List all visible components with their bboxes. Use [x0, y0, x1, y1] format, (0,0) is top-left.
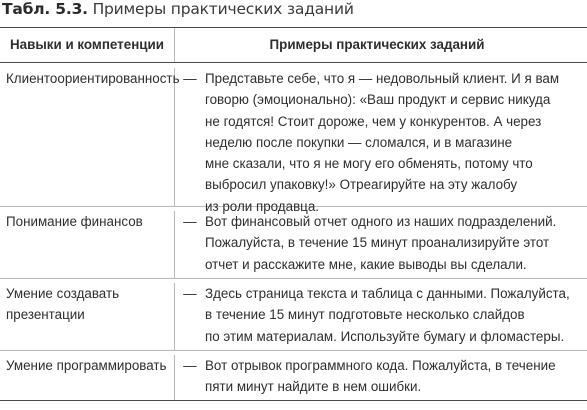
example-line: мне сказали, что я не могу его обменять, потому что — [205, 156, 533, 172]
table-caption — [2, 0, 354, 18]
example-line: отчет и расскажите мне, какие выводы вы сделали. — [205, 256, 527, 272]
example-text — [205, 283, 579, 350]
skill-label: Умение программировать — [6, 358, 167, 373]
example-line: по этим материалам. Используйте бумагу и фломастеры. — [205, 328, 565, 344]
skill-label: презентации — [6, 307, 85, 323]
example-line: не годятся! Стоит дороже, чем у конкурентов. А через — [205, 113, 542, 129]
example-line: Вот финансовый отчет одного из наших подразделений. — [205, 214, 557, 229]
dash-marker: — — [183, 286, 197, 301]
table-header-row — [0, 28, 587, 63]
table-number: Табл. 5.3. — [2, 0, 88, 18]
example-line: выбросил упаковку!» Отреагируйте на эту жалобу — [205, 177, 518, 193]
example-line: неделю после покупки — сломался, и в магазине — [205, 134, 513, 150]
example-line: Вот отрывок программного кода. Пожалуйста, в течение — [205, 358, 556, 373]
skill-cell — [0, 211, 175, 278]
skill-cell — [0, 355, 175, 400]
skill-cell — [0, 283, 175, 350]
example-text — [205, 211, 579, 278]
example-line: Пожалуйста, в течение 15 минут проанализируйте этот — [205, 235, 550, 251]
table-row — [0, 207, 587, 279]
skill-label: Умение создавать — [6, 286, 120, 301]
table-row — [0, 279, 587, 351]
example-line: Здесь страница текста и таблица с данными. Пожалуйста, — [205, 286, 570, 301]
dash-marker: — — [183, 214, 197, 229]
table-row — [0, 351, 587, 401]
dash-marker: — — [183, 71, 197, 86]
example-line: Представьте себе, что я — недовольный клиент. И я вам — [205, 71, 560, 86]
example-line: пяти минут найдите в нем ошибки. — [205, 379, 422, 395]
example-cell — [175, 211, 587, 278]
example-cell — [175, 68, 587, 214]
dash-marker: — — [183, 358, 197, 373]
examples-table — [0, 27, 587, 401]
table-title: Примеры практических заданий — [92, 0, 354, 18]
table-row — [0, 63, 587, 214]
skill-label: Клиентоориентированность — [6, 71, 180, 86]
example-line: в течение 15 минут подготовьте несколько слайдов — [205, 307, 525, 323]
example-line: из роли продавца. — [205, 198, 320, 214]
example-text — [205, 68, 579, 214]
example-cell — [175, 283, 587, 350]
header-examples — [175, 34, 587, 55]
skill-cell — [0, 68, 180, 206]
header-skills — [0, 28, 175, 62]
header-skills-label: Навыки и компетенции — [10, 37, 164, 53]
skill-label: Понимание финансов — [6, 214, 143, 229]
example-line: говорю (эмоционально): «Ваш продукт и сервис никуда — [205, 92, 551, 108]
header-examples-label: Примеры практических заданий — [269, 37, 485, 53]
example-cell — [175, 355, 587, 400]
example-text — [205, 355, 579, 400]
